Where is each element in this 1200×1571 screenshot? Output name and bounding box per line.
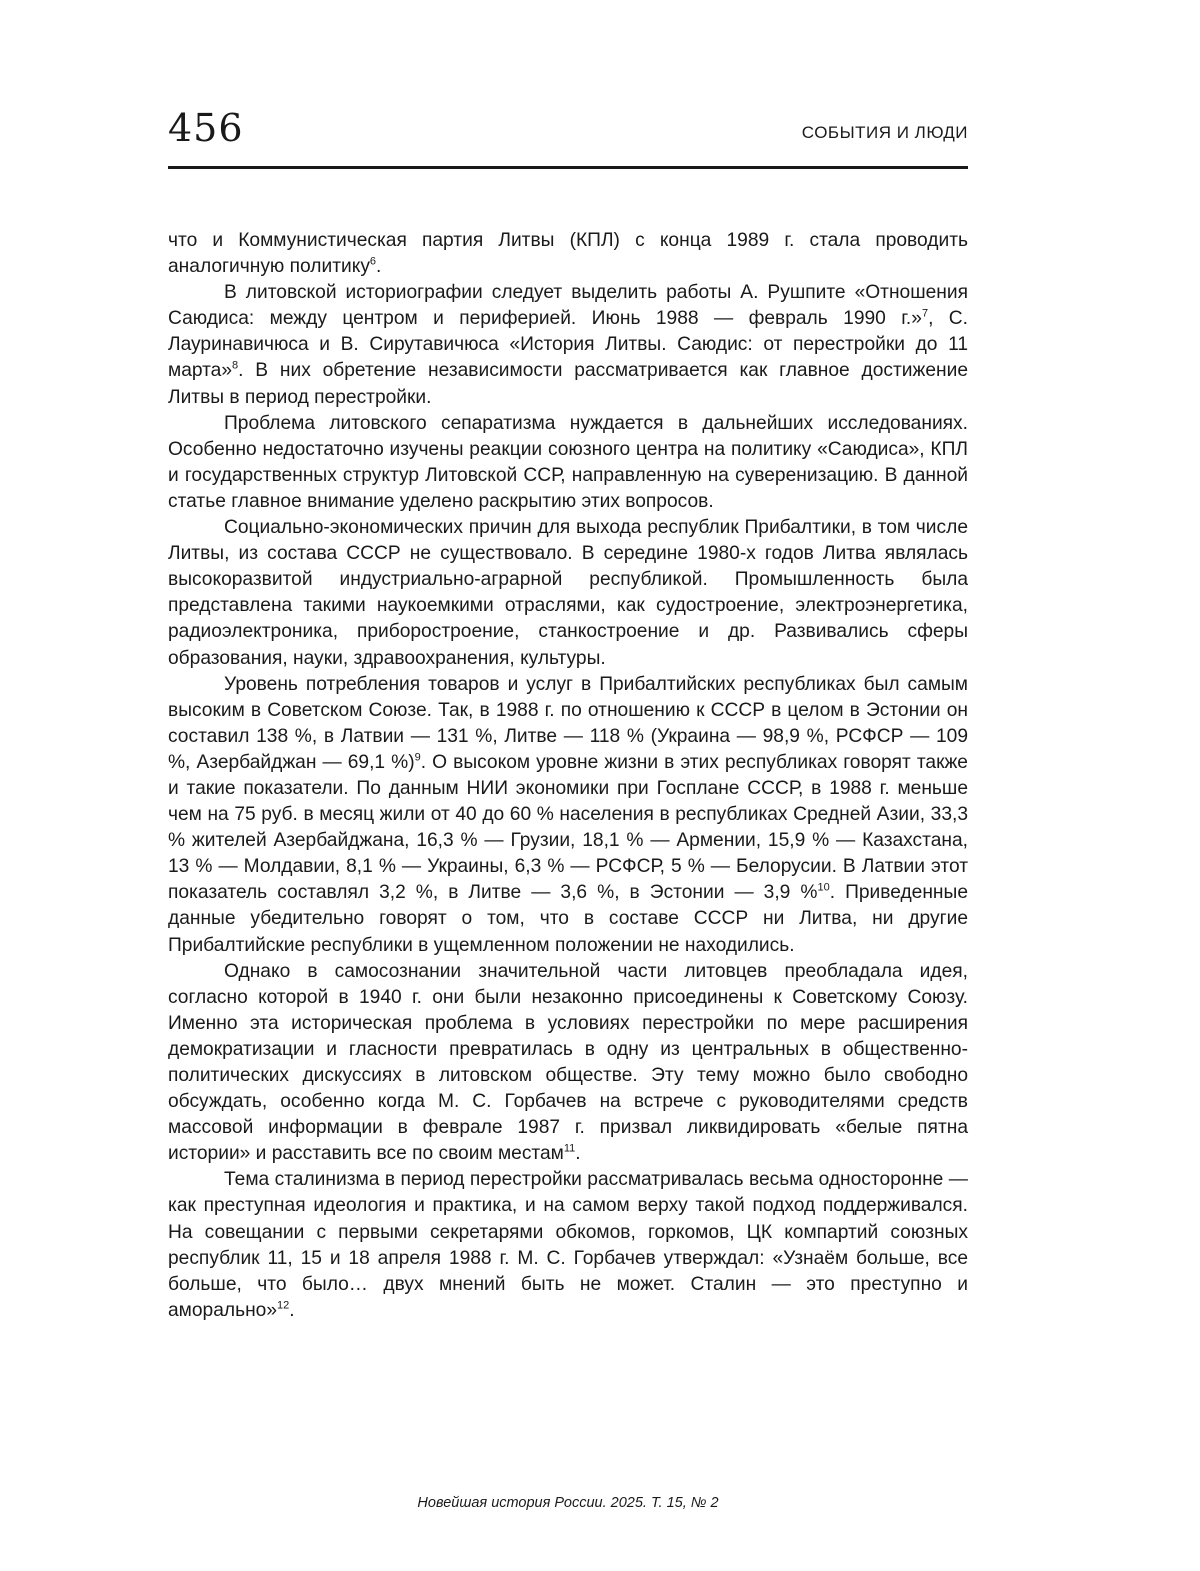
paragraph-text: Уровень потребления товаров и услуг в Прибалтийских республиках был самым высоким в Советском Союзе. Так, в 1988 г. по отношению к СССР в целом в Эстонии он составил 138 %, в Латвии — 131 %, Литве — 118 % (Украина — 98,9 %, РСФСР — 109 %, Азербайджан — 69,1 %)	[168, 673, 968, 773]
paragraph-text: Тема сталинизма в период перестройки рассматривалась весьма односторонне — как преступная идеология и практика, и на самом верху такой подход поддерживался. На совещании с первыми секретарями обкомов, горкомов, ЦК компартий союзных республик 11, 15 и 18 апреля 1988 г. М. С. Горбачев утверждал: «Узнаём больше, все больше, что было… двух мнений быть не может. Сталин — это преступно и аморально»	[168, 1169, 968, 1321]
paragraph-1	[168, 228, 968, 280]
paragraph-6	[168, 959, 968, 1168]
paragraph-tail: .	[575, 1143, 581, 1165]
paragraph-text: Социально-экономических причин для выхода республик Прибалтики, в том числе Литвы, из состава СССР не существовало. В середине 1980-х годов Литва являлась высокоразвитой индустриально-аграрной республикой. Промышленность была представлена такими наукоемкими отраслями, как судостроение, электроэнергетика, радиоэлектроника, приборостроение, станкостроение и др. Развивались сферы образования, науки, здравоохранения, культуры.	[168, 517, 968, 669]
footnote-ref-7: 7	[921, 307, 929, 320]
paragraph-tail: . Приведенные данные убедительно говорят о том, что в составе СССР ни Литва, ни другие Прибалтийские республики в ущемленном положении не находились.	[168, 882, 968, 956]
footnote-ref-9: 9	[414, 751, 421, 764]
paragraph-7	[168, 1167, 968, 1324]
paragraph-tail: . О высоком уровне жизни в этих республиках говорят также и такие показатели. По данным НИИ экономики при Госплане СССР, в 1988 г. меньше чем на 75 руб. в месяц жили от 40 до 60 % населения в республиках Средней Азии, 33,3 % жителей Азербайджана, 16,3 % — Грузии, 18,1 % — Армении, 15,9 % — Казахстана, 13 % — Молдавии, 8,1 % — Украины, 6,3 % — РСФСР, 5 % — Белорусии. В Латвии этот показатель составлял 3,2 %, в Литве — 3,6 %, в Эстонии — 3,9 %	[168, 751, 968, 904]
paragraph-2	[168, 280, 968, 410]
journal-footer: Новейшая история России. 2025. Т. 15, № 2	[417, 1495, 719, 1511]
page-number: 456	[168, 106, 244, 150]
paragraph-3	[168, 411, 968, 515]
footnote-ref-12: 12	[277, 1299, 290, 1312]
article-body	[168, 228, 968, 1324]
paragraph-tail: , С. Лауринавичюса и В. Сирутавичюса «История Литвы. Саюдис: от перестройки до 11 марта»	[168, 308, 968, 382]
footnote-ref-10: 10	[817, 881, 830, 894]
paragraph-text: В литовской историографии следует выделить работы А. Рушпите «Отношения Саюдиса: между центром и периферией. Июнь 1988 — февраль 1990 г.»	[168, 282, 968, 330]
footnote-ref-11: 11	[563, 1142, 576, 1155]
section-title: СОБЫТИЯ И ЛЮДИ	[801, 123, 968, 142]
paragraph-tail: . В них обретение независимости рассматривается как главное достижение Литвы в период перестройки.	[168, 360, 968, 408]
paragraph-text: Однако в самосознании значительной части литовцев преобладала идея, согласно которой в 1940 г. они были незаконно присоединены к Советскому Союзу. Именно эта историческая проблема в условиях перестройки по мере расширения демократизации и гласности превратилась в одну из центральных в общественно-политических дискуссиях в литовском обществе. Эту тему можно было свободно обсуждать, особенно когда М. С. Горбачев на встрече с руководителями средств массовой информации в феврале 1987 г. призвал ликвидировать «белые пятна истории» и расставить все по своим местам	[168, 960, 968, 1165]
footnote-ref-6: 6	[369, 255, 377, 268]
paragraph-text: что и Коммунистическая партия Литвы (КПЛ) с конца 1989 г. стала проводить аналогичную политику	[168, 230, 968, 278]
header-rule	[168, 166, 968, 169]
paragraph-tail: .	[376, 256, 382, 278]
paragraph-tail: .	[289, 1299, 295, 1321]
paragraph-text: Проблема литовского сепаратизма нуждается в дальнейших исследованиях. Особенно недостаточно изучены реакции союзного центра на политику «Саюдиса», КПЛ и государственных структур Литовской ССР, направленную на суверенизацию. В данной статье главное внимание уделено раскрытию этих вопросов.	[168, 412, 968, 512]
paragraph-4	[168, 515, 968, 672]
paragraph-5	[168, 672, 968, 959]
footnote-ref-8: 8	[232, 359, 239, 372]
